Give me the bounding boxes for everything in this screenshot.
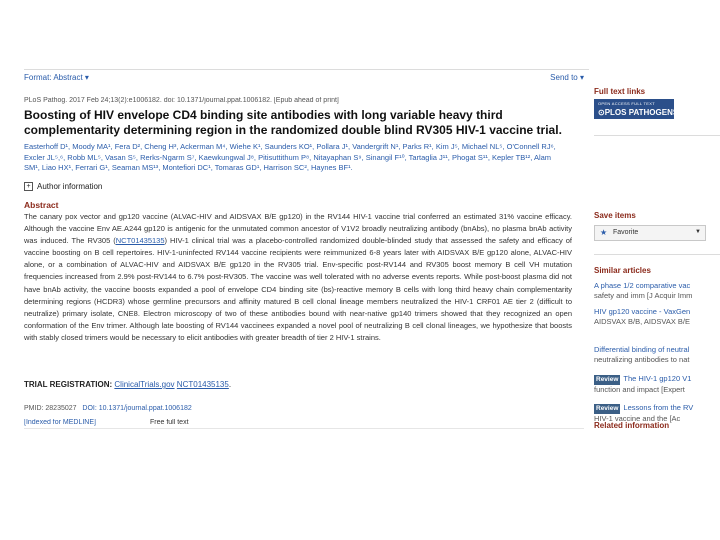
abstract-trial-link[interactable]: NCT01435135 xyxy=(115,236,165,246)
similar-article-source: neutralizing antibodies to nat xyxy=(594,354,690,364)
citation: PLoS Pathog. 2017 Feb 24;13(2):e1006182. doi: 10.1371/journal.ppat.1006182. [Epub ahead of print] xyxy=(24,97,339,104)
similar-article-source: function and impact [Expert xyxy=(594,384,685,394)
article-title: Boosting of HIV envelope CD4 binding site antibodies with long variable heavy third complementarity determining region in the randomized double blind RV305 HIV-1 vaccine trial. xyxy=(24,108,562,137)
abstract-heading: Abstract xyxy=(24,200,59,210)
indexed-label: [Indexed for MEDLINE] xyxy=(24,419,96,426)
star-icon: ★ xyxy=(600,228,608,237)
pmid: PMID: 28235027 xyxy=(24,405,77,412)
similar-article-title: The HIV-1 gp120 V1 xyxy=(623,374,692,383)
trial-id-link[interactable]: NCT01435135 xyxy=(176,380,229,389)
similar-article[interactable] xyxy=(594,374,720,394)
trial-registration: TRIAL REGISTRATION: ClinicalTrials.gov NCT01435135. xyxy=(24,380,232,389)
clinicaltrials-link[interactable]: ClinicalTrials.gov xyxy=(114,380,175,389)
identifiers xyxy=(24,405,192,412)
plos-logo: ⊙PLOS PATHOGENS xyxy=(598,108,679,117)
similar-article-source: safety and imm [J Acquir Imm xyxy=(594,290,693,300)
similar-article-title: Lessons from the RV xyxy=(623,403,694,412)
similar-article-source: AIDSVAX B/B, AIDSVAX B/E xyxy=(594,316,691,326)
author-information-label: Author information xyxy=(37,182,103,191)
chevron-down-icon: ▼ xyxy=(695,229,701,235)
similar-article[interactable] xyxy=(594,403,720,423)
plos-full-text-button[interactable] xyxy=(594,99,679,119)
review-badge: Review xyxy=(596,376,619,383)
sidebar-divider xyxy=(594,254,720,255)
similar-article[interactable] xyxy=(594,281,720,300)
similar-article[interactable] xyxy=(594,345,720,364)
similar-articles-heading: Similar articles xyxy=(594,266,651,275)
similar-article-title: HIV gp120 vaccine - VaxGen xyxy=(594,307,691,316)
trial-label: TRIAL REGISTRATION: xyxy=(24,380,113,389)
save-items-heading: Save items xyxy=(594,211,636,220)
related-information-heading: Related information xyxy=(594,421,670,430)
abstract-part-2: ) HIV-1 clinical trial was a placebo-controlled randomized double-blinded study that assessed the safety and efficacy of vaccine boosting on B cell repertoires. HIV-1-uninfected RV144 vaccine recipients were reimmunized 6-8 years later with AIDSVAX B/E gp120 alone, ALVAC-HIV alone, or a combination of ALVAC-HIV and AIDSVAX B/E gp120 in the RV305 trial. Env-specific post-RV144 and RV305 boost memory B cell VH mutation frequencies increased from 2.9% post-RV144 to 6.7% post-RV305. The vaccine was well tolerated with no adverse events reports. While post-boost plasma did not have bnAb activity, the vaccine boosts expanded a pool of envelope CD4 binding site (bs)-reactive memory B cells with long third heavy chain complementarity determining regions (HCDR3) whose germline precursors and affinity matured B cell clonal lineage members neutralized the HIV-1 CRF01 AE tier 2 (difficult to neutralize) primary isolate, CNE8. Electron microscopy of two of these antibodies bound with near-native gp140 trimers showed that they recognized an open conformation of the Env trimer. Although late boosting of RV144 vaccinees expanded a novel pool of neutralizing B cell clonal lineages, we hypothesize that boosts with stably closed trimers would be necessary to elicit antibodies with greater breadth of tier 2 HIV-1 strains. xyxy=(24,236,572,342)
send-to-dropdown[interactable]: Send to ▾ xyxy=(550,73,584,82)
bottom-divider xyxy=(24,428,584,429)
abstract-part-1: The canary pox vector and gp120 vaccine (ALVAC-HIV and AIDSVAX B/E gp120) in the RV144 HIV-1 vaccine trial conferred an estimated 31% vaccine efficacy. Although the vaccine Env AE.A244 gp120 is antigenic for the unmutated common ancestor of V1V2 broadly neutralizing antibody (bnAbs), no plasma bnAb activity was induced. The RV305 ( xyxy=(24,212,572,246)
similar-article-title: A phase 1/2 comparative vac xyxy=(594,281,691,290)
similar-article-title: Differential binding of neutral xyxy=(594,345,690,354)
sidebar-divider xyxy=(594,135,720,136)
format-dropdown[interactable]: Format: Abstract ▾ xyxy=(24,73,89,82)
review-badge: Review xyxy=(596,405,619,412)
format-bar xyxy=(24,73,584,85)
favorites-label: Favorite xyxy=(613,229,639,236)
author-information-toggle[interactable] xyxy=(24,182,102,191)
expand-icon: + xyxy=(24,182,33,191)
right-sidebar xyxy=(594,69,720,439)
favorites-dropdown[interactable] xyxy=(594,225,706,241)
full-text-links-heading: Full text links xyxy=(594,87,646,96)
plos-open-access-label: OPEN ACCESS FULL TEXT xyxy=(598,101,655,106)
free-full-text-link[interactable]: Free full text xyxy=(150,419,189,426)
abstract-text xyxy=(24,211,572,344)
author-list[interactable]: Easterhoff D¹, Moody MA¹, Fera D², Cheng H³, Ackerman M⁴, Wiehe K¹, Saunders KO¹, Pollara J¹, Vandergrift N¹, Parks R¹, Kim J⁵, Michael NL⁵, O'Connell RJ⁶, Excler JL⁵,⁶, Robb ML⁵, Vasan S⁵, Rerks-Ngarm S⁷, Kaewkungwal J⁸, Pitisuttithum P⁸, Nitayaphan S⁹, Sinangil F¹⁰, Tartaglia J¹¹, Phogat S¹¹, Kepler TB¹², Alam SM¹, Liao HX¹, Ferrari G¹, Seaman MS¹³, Montefiori DC¹, Tomaras GD¹, Harrison SC², Haynes BF¹. xyxy=(24,142,556,172)
top-divider xyxy=(24,69,589,70)
similar-article[interactable] xyxy=(594,307,720,326)
similar-article-source: HIV-1 vaccine and the [Ac xyxy=(594,413,681,423)
doi-link[interactable]: DOI: 10.1371/journal.ppat.1006182 xyxy=(82,405,192,412)
